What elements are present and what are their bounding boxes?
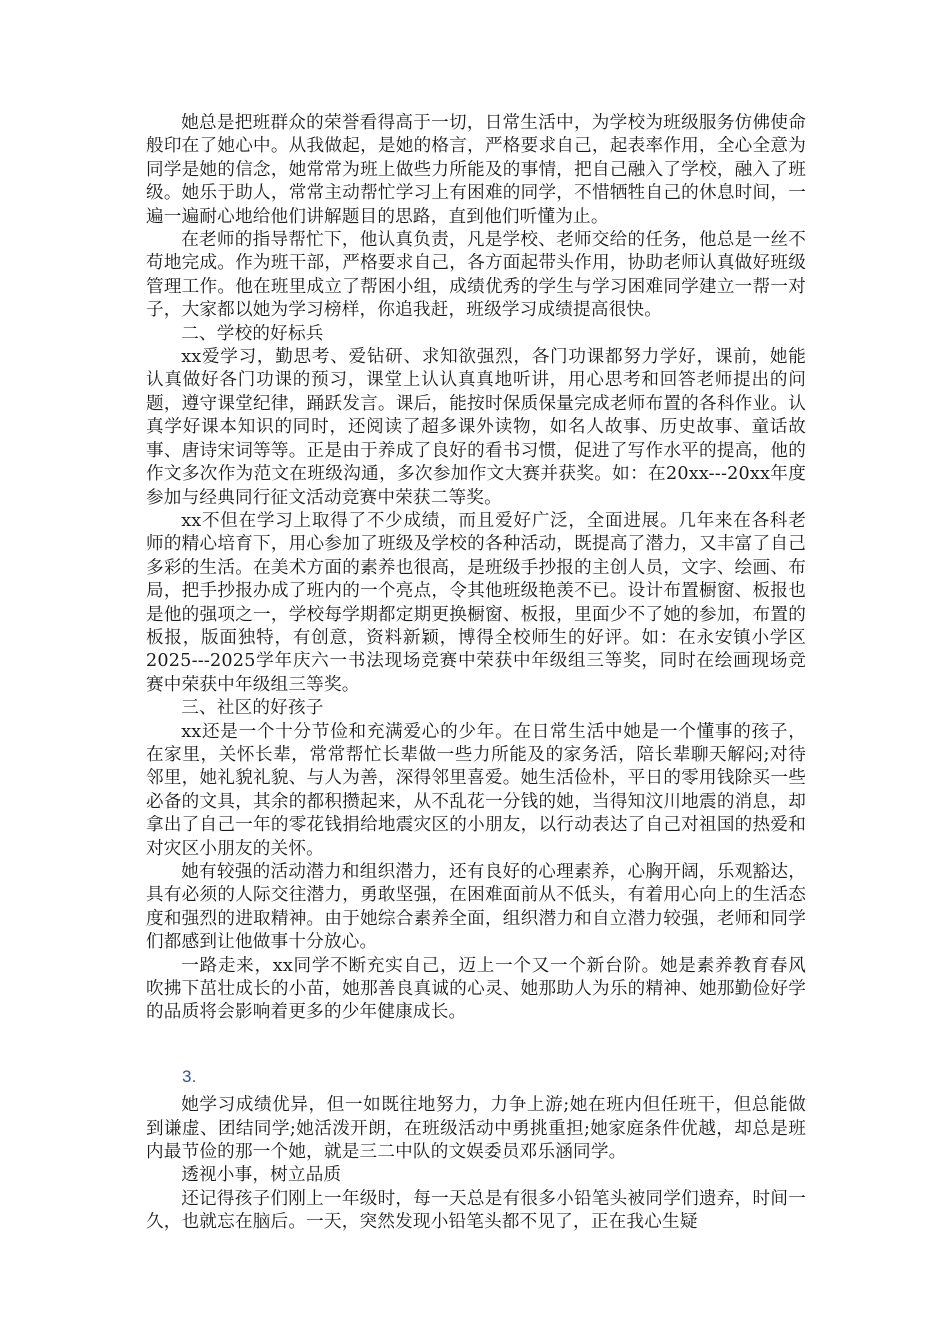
paragraph: 在老师的指导帮忙下，他认真负责，凡是学校、老师交给的任务，他总是一丝不苟地完成。作为班干部，严格要求自己，各方面起带头作用，协助老师认真做好班级管理工作。他在班里成立了帮困小组，成绩优秀的学生与学习困难同学建立一帮一对子，大家都以她为学习榜样，你追我赶，班级学习成绩提高很快。 bbox=[146, 230, 806, 321]
section-gap bbox=[146, 1025, 806, 1065]
paragraph: 一路走来，xx同学不断充实自己，迈上一个又一个新台阶。她是素养教育春风吹拂下茁壮成长的小苗，她那善良真诚的心灵、她那助人为乐的精神、她那勤俭好学的品质将会影响着更多的少年健康成长。 bbox=[146, 955, 806, 1023]
subsection-heading: 透视小事，树立品质 bbox=[181, 1165, 342, 1186]
paragraph: xx还是一个十分节俭和充满爱心的少年。在日常生活中她是一个懂事的孩子，在家里，关怀长辈，常常帮忙长辈做一些力所能及的家务活，陪长辈聊天解闷;对待邻里，她礼貌礼貌、与人为善，深得邻里喜爱。她生活俭朴，平日的零用钱除买一些必备的文具，其余的都积攒起来，从不乱花一分钱的她，当得知汶川地震的消息，却拿出了自己一年的零花钱捐给地震灾区的小朋友，以行动表达了自己对祖国的热爱和对灾区小朋友的关怀。 bbox=[146, 721, 806, 859]
paragraph: 她学习成绩优异，但一如既往地努力，力争上游;她在班内但任班干，但总能做到谦虚、团结同学;她活泼开朗，在班级活动中勇挑重担;她家庭条件优越，却总是班内最节俭的那一个她，就是三二中队的文娱委员邓乐涵同学。 bbox=[146, 1095, 806, 1163]
section-heading: 二、学校的好标兵 bbox=[181, 323, 324, 344]
section-heading: 三、社区的好孩子 bbox=[181, 698, 324, 719]
paragraph: 还记得孩子们刚上一年级时，每一天总是有很多小铅笔头被同学们遗弃，时间一久，也就忘在脑后。一天，突然发现小铅笔头都不见了，正在我心生疑 bbox=[146, 1188, 806, 1233]
section-number: 3. bbox=[182, 1066, 197, 1086]
paragraph: 她总是把班群众的荣誉看得高于一切，日常生活中，为学校为班级服务仿佛使命般印在了她心中。从我做起，是她的格言，严格要求自己，起表率作用，全心全意为同学是她的信念，她常常为班上做些力所能及的事情，把自己融入了学校，融入了班级。她乐于助人，常常主动帮忙学习上有困难的同学，不惜牺牲自己的休息时间，一遍一遍耐心地给他们讲解题目的思路，直到他们听懂为止。 bbox=[146, 113, 806, 227]
paragraph: xx不但在学习上取得了不少成绩，而且爱好广泛，全面进展。几年来在各科老师的精心培育下，用心参加了班级及学校的各种活动，既提高了潜力，又丰富了自己多彩的生活。在美术方面的素养也很高，是班级手抄报的主创人员，文字、绘画、布局，把手抄报办成了班内的一个亮点，令其他班级艳羡不已。设计布置橱窗、板报也是他的强项之一，学校每学期都定期更换橱窗、板报，里面少不了她的参加，布置的板报，版面独特，有创意，资料新颖，博得全校师生的好评。如：在永安镇小学区2025---2025学年庆六一书法现场竞赛中荣获中年级组三等奖，同时在绘画现场竞赛中荣获中年级组三等奖。 bbox=[146, 510, 806, 695]
paragraph: xx爱学习，勤思考、爱钻研、求知欲强烈，各门功课都努力学好，课前，她能认真做好各门功课的预习，课堂上认认真真地听讲，用心思考和回答老师提出的问题，遵守课堂纪律，踊跃发言。课后，能按时保质保量完成老师布置的各科作业。认真学好课本知识的同时，还阅读了超多课外读物，如名人故事、历史故事、童话故事、唐诗宋词等等。正是由于养成了良好的看书习惯，促进了写作水平的提高，他的作文多次作为范文在班级沟通，多次参加作文大赛并获奖。如：在20xx---20xx年度参加与经典同行征文活动竞赛中荣获二等奖。 bbox=[146, 347, 806, 508]
document-body bbox=[146, 112, 806, 1235]
paragraph: 她有较强的活动潜力和组织潜力，还有良好的心理素养，心胸开阔，乐观豁达，具有必须的人际交往潜力，勇敢坚强，在困难面前从不低头，有着用心向上的生活态度和强烈的进取精神。由于她综合素养全面，组织潜力和自立潜力较强，老师和同学们都感到让他做事十分放心。 bbox=[146, 862, 806, 953]
